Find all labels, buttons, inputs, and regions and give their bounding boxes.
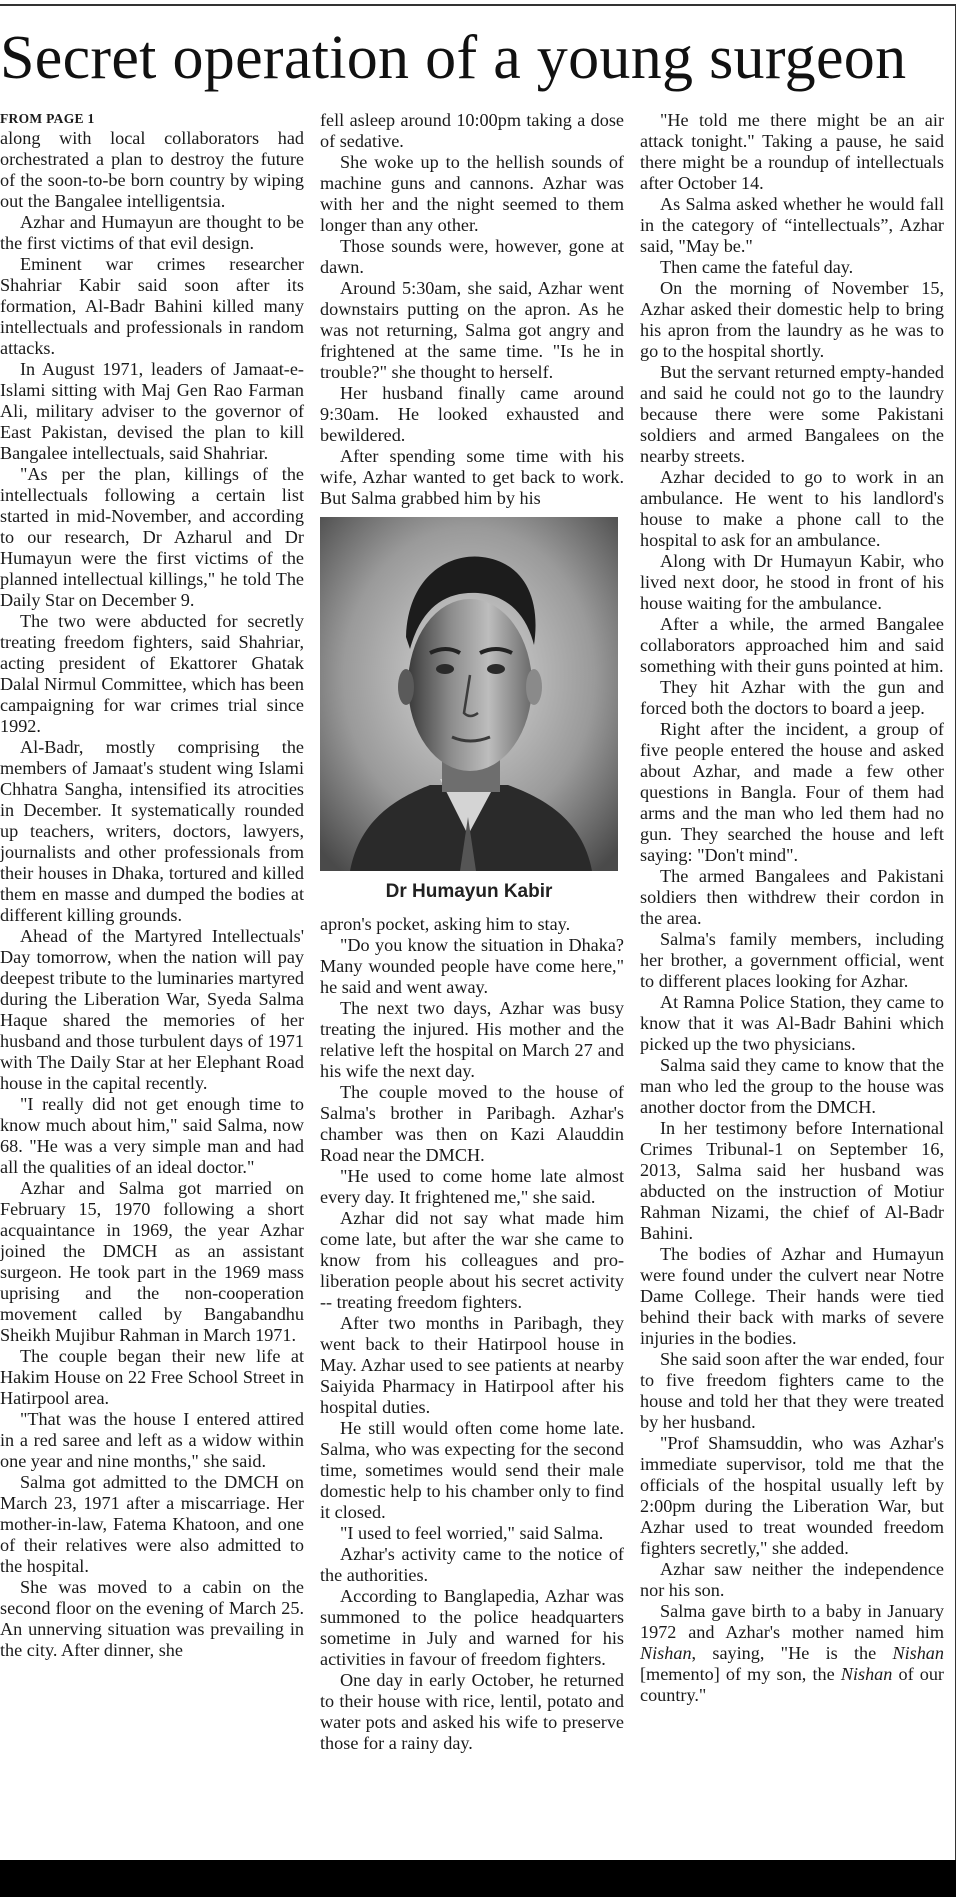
- paragraph: After two months in Paribagh, they went back to their Hatirpool house in May. Azhar used to see patients at nearby Saiyida Pharmacy in Hatirpool after his hospital duties.: [320, 1313, 624, 1417]
- paragraph: Salma got admitted to the DMCH on March 23, 1971 after a miscarriage. Her mother-in-law, Fatema Khatoon, and one of their relatives were also admitted to the hospital.: [0, 1472, 304, 1576]
- paragraph: She woke up to the hellish sounds of machine guns and cannons. Azhar was with her and the night seemed to them longer than any other.: [320, 152, 624, 235]
- column-3: [640, 110, 944, 1706]
- paragraph: "I really did not get enough time to know much about him," said Salma, now 68. "He was a very simple man and had all the qualities of an ideal doctor.": [0, 1094, 304, 1177]
- paragraph: Those sounds were, however, gone at dawn.: [320, 236, 624, 277]
- paragraph: The couple moved to the house of Salma's brother in Paribagh. Azhar's chamber was then on Kazi Alauddin Road near the DMCH.: [320, 1082, 624, 1165]
- paragraph: The couple began their new life at Hakim House on 22 Free School Street in Hatirpool area.: [0, 1346, 304, 1408]
- paragraph: One day in early October, he returned to their house with rice, lentil, potato and water pots and asked his wife to preserve those for a rainy day.: [320, 1670, 624, 1753]
- paragraph: along with local collaborators had orchestrated a plan to destroy the future of the soon-to-be born country by wiping out the Bangalee intelligentsia.: [0, 128, 304, 211]
- paragraph: According to Banglapedia, Azhar was summoned to the police headquarters sometime in July and warned for his activities in favour of freedom fighters.: [320, 1586, 624, 1669]
- paragraph: In her testimony before International Crimes Tribunal-1 on September 16, 2013, Salma said her husband was abducted on the instruction of Motiur Rahman Nizami, the chief of Al-Badr Bahini.: [640, 1118, 944, 1243]
- paragraph: She was moved to a cabin on the second floor on the evening of March 25. An unnerving situation was prevailing in the city. After dinner, she: [0, 1577, 304, 1660]
- paragraph: At Ramna Police Station, they came to know that it was Al-Badr Bahini which picked up the two physicians.: [640, 992, 944, 1054]
- paragraph: "As per the plan, killings of the intellectuals following a certain list started in mid-November, and according to our research, Dr Azharul and Dr Humayun were the first victims of the planned intellectual killings," he told The Daily Star on December 9.: [0, 464, 304, 610]
- footer-bar: [0, 1860, 956, 1897]
- paragraph: The two were abducted for secretly treating freedom fighters, said Shahriar, acting president of Ekattorer Ghatak Dalal Nirmul Committee, which has been campaigning for war crimes trial since 1992.: [0, 611, 304, 736]
- paragraph: Then came the fateful day.: [660, 257, 854, 277]
- paragraph: Salma said they came to know that the man who led the group to the house was another doctor from the DMCH.: [640, 1055, 944, 1117]
- column-2: [320, 110, 624, 1754]
- top-rule: [0, 4, 956, 6]
- paragraph: fell asleep around 10:00pm taking a dose of sedative.: [320, 110, 624, 151]
- paragraph: The bodies of Azhar and Humayun were found under the culvert near Notre Dame College. Their hands were tied behind their back with marks of severe injuries in the bodies.: [640, 1244, 944, 1348]
- paragraph: "I used to feel worried," said Salma.: [340, 1523, 604, 1543]
- paragraph: Along with Dr Humayun Kabir, who lived next door, he stood in front of his house waiting for the ambulance.: [640, 551, 944, 613]
- paragraph: "He told me there might be an air attack tonight." Taking a pause, he said there might be a roundup of intellectuals after October 14.: [640, 110, 944, 193]
- final-text: [memento] of my son, the: [640, 1664, 841, 1684]
- headline: Secret operation of a young surgeon: [0, 24, 907, 92]
- photo-caption: Dr Humayun Kabir: [385, 881, 553, 902]
- paragraph: The next two days, Azhar was busy treating the injured. His mother and the relative left the hospital on March 27 and his wife the next day.: [320, 998, 624, 1081]
- paragraph: "That was the house I entered attired in a red saree and left as a widow within one year and nine months," she said.: [0, 1409, 304, 1471]
- paragraph: Azhar and Salma got married on February 15, 1970 following a short acquaintance in 1969, the year Azhar joined the DMCH as an assistant surgeon. He took part in the 1969 mass uprising and the non-cooperation movement called by Bangabandhu Sheikh Mujibur Rahman in March 1971.: [0, 1178, 304, 1345]
- final-text: Salma gave birth to a baby in January 1972 and Azhar's mother named him: [640, 1601, 944, 1642]
- paragraph: She said soon after the war ended, four to five freedom fighters came to the house and told her that they were treated by her husband.: [640, 1349, 944, 1432]
- portrait-photo: [320, 517, 618, 871]
- paragraph: Around 5:30am, she said, Azhar went downstairs putting on the apron. As he was not returning, Salma got angry and frightened at the same time. "Is he in trouble?" she thought to herself.: [320, 278, 624, 382]
- name-nishan: Nishan: [840, 1664, 893, 1684]
- name-nishan: Nishan: [640, 1643, 692, 1663]
- paragraph: apron's pocket, asking him to stay.: [320, 914, 571, 934]
- paragraph: Azhar decided to go to work in an ambulance. He went to his landlord's house to make a phone call to the hospital to ask for an ambulance.: [640, 467, 944, 550]
- paragraph: On the morning of November 15, Azhar asked their domestic help to bring his apron from the laundry as he was to go to the hospital shortly.: [640, 278, 944, 361]
- portrait-figure: [320, 517, 618, 902]
- paragraph: "Do you know the situation in Dhaka? Many wounded people have come here," he said and went away.: [320, 935, 624, 997]
- name-nishan: Nishan: [892, 1643, 944, 1663]
- paragraph: Eminent war crimes researcher Shahriar Kabir said soon after its formation, Al-Badr Bahini killed many intellectuals and professionals in random attacks.: [0, 254, 304, 358]
- paragraph: Al-Badr, mostly comprising the members of Jamaat's student wing Islami Chhatra Sangha, intensified its atrocities in December. It systematically rounded up teachers, writers, doctors, lawyers, journalists and other professionals from their houses in Dhaka, tortured and killed them en masse and dumped the bodies at different killing grounds.: [0, 737, 304, 925]
- paragraph: In August 1971, leaders of Jamaat-e-Islami sitting with Maj Gen Rao Farman Ali, military adviser to the governor of East Pakistan, devised the plan to kill Bangalee intellectuals, said Shahriar.: [0, 359, 304, 463]
- paragraph: After spending some time with his wife, Azhar wanted to get back to work. But Salma grabbed him by his: [320, 446, 624, 508]
- paragraph: As Salma asked whether he would fall in the category of “intellectuals”, Azhar said, "May be.": [640, 194, 944, 256]
- paragraph: He still would often come home late. Salma, who was expecting for the second time, sometimes would send their male domestic help to his chamber only to find it closed.: [320, 1418, 624, 1522]
- paragraph: Her husband finally came around 9:30am. He looked exhausted and bewildered.: [320, 383, 624, 445]
- paragraph: Ahead of the Martyred Intellectuals' Day tomorrow, when the nation will pay deepest tribute to the luminaries martyred during the Liberation War, Syeda Salma Haque shared the memories of her husband and those turbulent days of 1971 with The Daily Star at her Elephant Road house in the capital recently.: [0, 926, 304, 1093]
- paragraph: They hit Azhar with the gun and forced both the doctors to board a jeep.: [640, 677, 944, 718]
- final-text: , saying, "He is the: [691, 1643, 893, 1663]
- column-1: [0, 110, 304, 1661]
- paragraph: Azhar and Humayun are thought to be the first victims of that evil design.: [0, 212, 304, 253]
- from-page-label: FROM PAGE 1: [0, 111, 95, 126]
- paragraph: "Prof Shamsuddin, who was Azhar's immediate supervisor, told me that the officials of the hospital usually left by 2:00pm during the Liberation War, but Azhar used to treat wounded freedom fighters secretly," she added.: [640, 1433, 944, 1558]
- paragraph: Salma's family members, including her brother, a government official, went to different places looking for Azhar.: [640, 929, 944, 991]
- paragraph: Azhar's activity came to the notice of the authorities.: [320, 1544, 624, 1585]
- paragraph: Azhar did not say what made him come late, but after the war she came to know from his colleagues and pro-liberation people about his secret activity -- treating freedom fighters.: [320, 1208, 624, 1312]
- paragraph: Right after the incident, a group of five people entered the house and asked about Azhar, and made a few other questions in Bangla. Four of them had arms and the man who led them had no gun. They searched the house and left saying: "Don't mind".: [640, 719, 944, 865]
- final-text: of our country.": [640, 1664, 944, 1705]
- paragraph: After a while, the armed Bangalee collaborators approached him and said something with their guns pointed at him.: [640, 614, 944, 676]
- final-paragraph: [640, 1601, 944, 1706]
- paragraph: But the servant returned empty-handed and said he could not go to the laundry because there were some Pakistani soldiers and armed Bangalees on the nearby streets.: [640, 362, 944, 466]
- paragraph: "He used to come home late almost every day. It frightened me," she said.: [320, 1166, 624, 1207]
- paragraph: Azhar saw neither the independence nor his son.: [640, 1559, 944, 1600]
- paragraph: The armed Bangalees and Pakistani soldiers then withdrew their cordon in the area.: [640, 866, 944, 928]
